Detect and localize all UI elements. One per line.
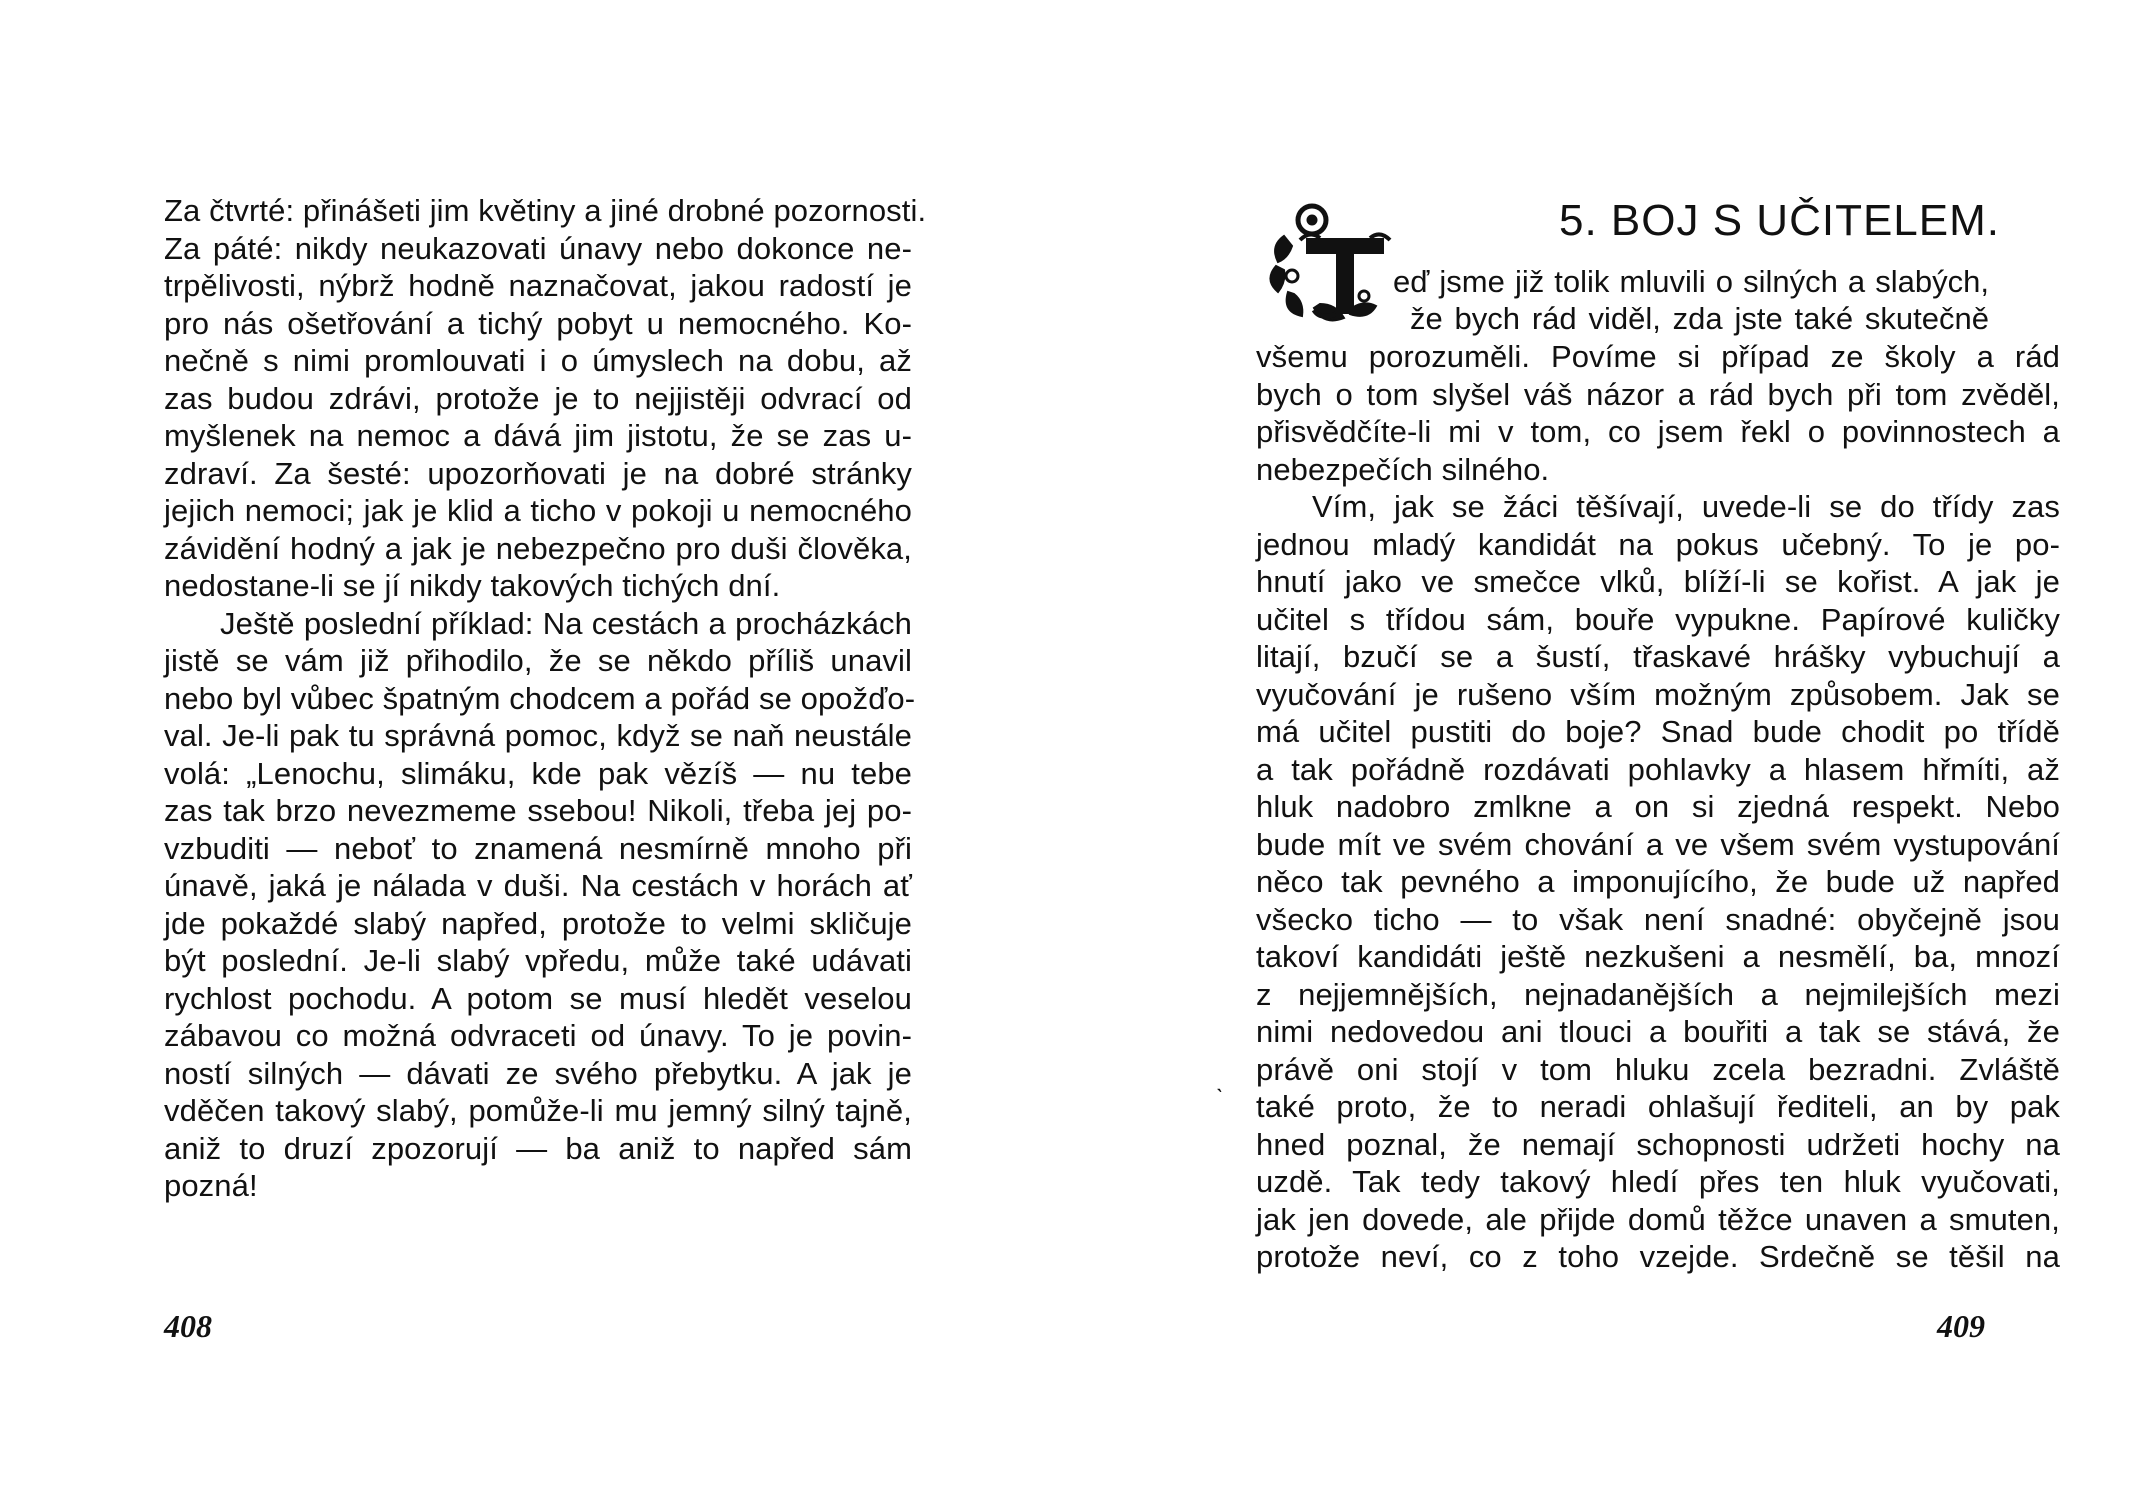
text-line: volá: „Lenochu, slimáku, kde pak vězíš — nu tebe [164,755,912,791]
text-line: nečně s nimi promlouvati i o úmyslech na dobu, až [164,343,912,378]
text-line: vyučování je rušeno vším možným způsobem. Jak se [1256,676,2060,712]
text-line: z nejjemnějších, nejnadanějších a nejmilejších mezi [1256,976,2060,1012]
text-line: nedostane-li se jí nikdy takových tichých dní. [164,568,781,603]
text-line: být poslední. Je-li slabý vpředu, může také udávati [164,943,912,978]
text-line: Za páté: nikdy neukazovati únavy nebo dokonce ne- [164,230,912,266]
text-line: Vím, jak se žáci těšívají, uvede-li se do třídy zas [1312,489,2060,524]
text-line: zas budou zdrávi, protože je to nejjistěji odvrací od [164,380,912,416]
text-line: a tak pořádně rozdávati pohlavky a hlasem hřmíti, až [1256,751,2060,787]
text-line: Za čtvrté: přinášeti jim květiny a jiné drobné pozornosti. [164,193,927,228]
text-line: myšlenek na nemoc a dává jim jistotu, že se zas u- [164,418,912,453]
text-line: vzbuditi — neboť to znamená nesmírně mnoho při [164,830,912,866]
stray-mark: ˎ [1216,1066,1224,1093]
text-line: trpělivosti, nýbrž hodně naznačovat, jakou radostí je [164,268,912,303]
text-line: protože neví, co z toho vzejde. Srdečně se těšil na [1256,1239,2060,1274]
text-line: zábavou co možná odvraceti od únavy. To je povin- [164,1018,912,1053]
right-text-column [1256,338,2060,1276]
text-line: rychlost pochodu. A potom se musí hledět veselou [164,980,912,1016]
right-page [1069,0,2138,1500]
text-line: vděčen takový slabý, pomůže-li mu jemný silný tajně, [164,1093,912,1128]
text-line: aniž to druzí zpozorují — ba aniž to napřed sám [164,1130,912,1166]
page-number-left: 408 [164,1308,212,1344]
text-line: také proto, že to neradi ohlašují řediteli, an by pak [1256,1089,2060,1124]
chapter-title: 5. BOJ S UČITELEM. [1559,196,2000,245]
text-line: zas tak brzo nevezmeme ssebou! Nikoli, třeba jej po- [164,793,912,828]
text-line: jak jen dovede, ale přijde domů těžce unaven a smuten, [1256,1201,2060,1237]
text-line: hned poznal, že nemají schopnosti udržeti hochy na [1256,1126,2060,1162]
text-line: učitel s třídou sám, bouře vypukne. Papírové kuličky [1256,601,2060,637]
text-line: bych o tom slyšel váš názor a rád bych při tom zvěděl, [1256,376,2060,412]
text-line: nebezpečích silného. [1256,451,1550,487]
text-line: nebo byl vůbec špatným chodcem a pořád se opožďo- [164,680,916,716]
text-line: eď jsme již tolik mluvili o silných a slabých, [1393,264,1989,299]
text-line: bude mít ve svém chování a ve všem svém vystupování [1256,826,2060,862]
text-line: jejich nemoci; jak je klid a ticho v pokoji u nemocného [164,493,912,528]
text-line: hnutí jako ve smečce vlků, blíží-li se kořist. A jak je [1256,564,2060,599]
text-line: právě oni stojí v tom hluku zcela bezradni. Zvláště [1256,1051,2060,1087]
text-line: Ještě poslední příklad: Na cestách a procházkách [220,605,912,641]
text-line: nimi nedovedou ani tlouci a bouřiti a tak se stává, že [1256,1014,2060,1049]
text-line: pro nás ošetřování a tichý pobyt u nemocného. Ko- [164,305,912,341]
left-text-column [164,192,927,1205]
text-line: jednou mladý kandidát na pokus učebný. To je po- [1256,526,2060,562]
page-number-right: 409 [1937,1308,1985,1344]
text-line: závidění hodný a jak je nebezpečno pro duši člověka, [164,530,912,566]
text-line: že bych rád viděl, zda jste také skutečně [1410,301,1989,336]
text-line: něco tak pevného a imponujícího, že bude už napřed [1256,864,2060,899]
text-line: únavě, jaká je nálada v duši. Na cestách v horách ať [164,868,912,903]
text-line: jde pokaždé slabý napřed, protože to velmi skličuje [164,905,912,941]
text-line: zdraví. Za šesté: upozorňovati je na dobré stránky [164,455,912,491]
text-line: jistě se vám již přihodilo, že se někdo příliš unavil [164,643,912,678]
text-line: přisvědčíte-li mi v tom, co jsem řekl o povinnostech a [1256,414,2060,449]
text-line: takoví kandidáti ještě nezkušeni a nesmělí, ba, mnozí [1256,939,2060,974]
text-line: pozná! [164,1168,258,1203]
text-line: val. Je-li pak tu správná pomoc, když se naň neustále [164,718,912,753]
text-line: ností silných — dávati ze svého přebytku. A jak je [164,1055,912,1091]
text-line: litají, bzučí se a šustí, třaskavé hrášky vybuchují a [1256,639,2060,674]
text-line: hluk nadobro zmlkne a on si zjedná respekt. Nebo [1256,789,2060,824]
text-line: všemu porozuměli. Povíme si případ ze školy a rád [1256,339,2060,374]
text-line: všecko ticho — to však není snadné: obyčejně jsou [1256,901,2060,937]
text-line: uzdě. Tak tedy takový hledí přes ten hluk vyučovati, [1256,1164,2060,1199]
text-line: má učitel pustiti do boje? Snad bude chodit po třídě [1256,714,2060,749]
